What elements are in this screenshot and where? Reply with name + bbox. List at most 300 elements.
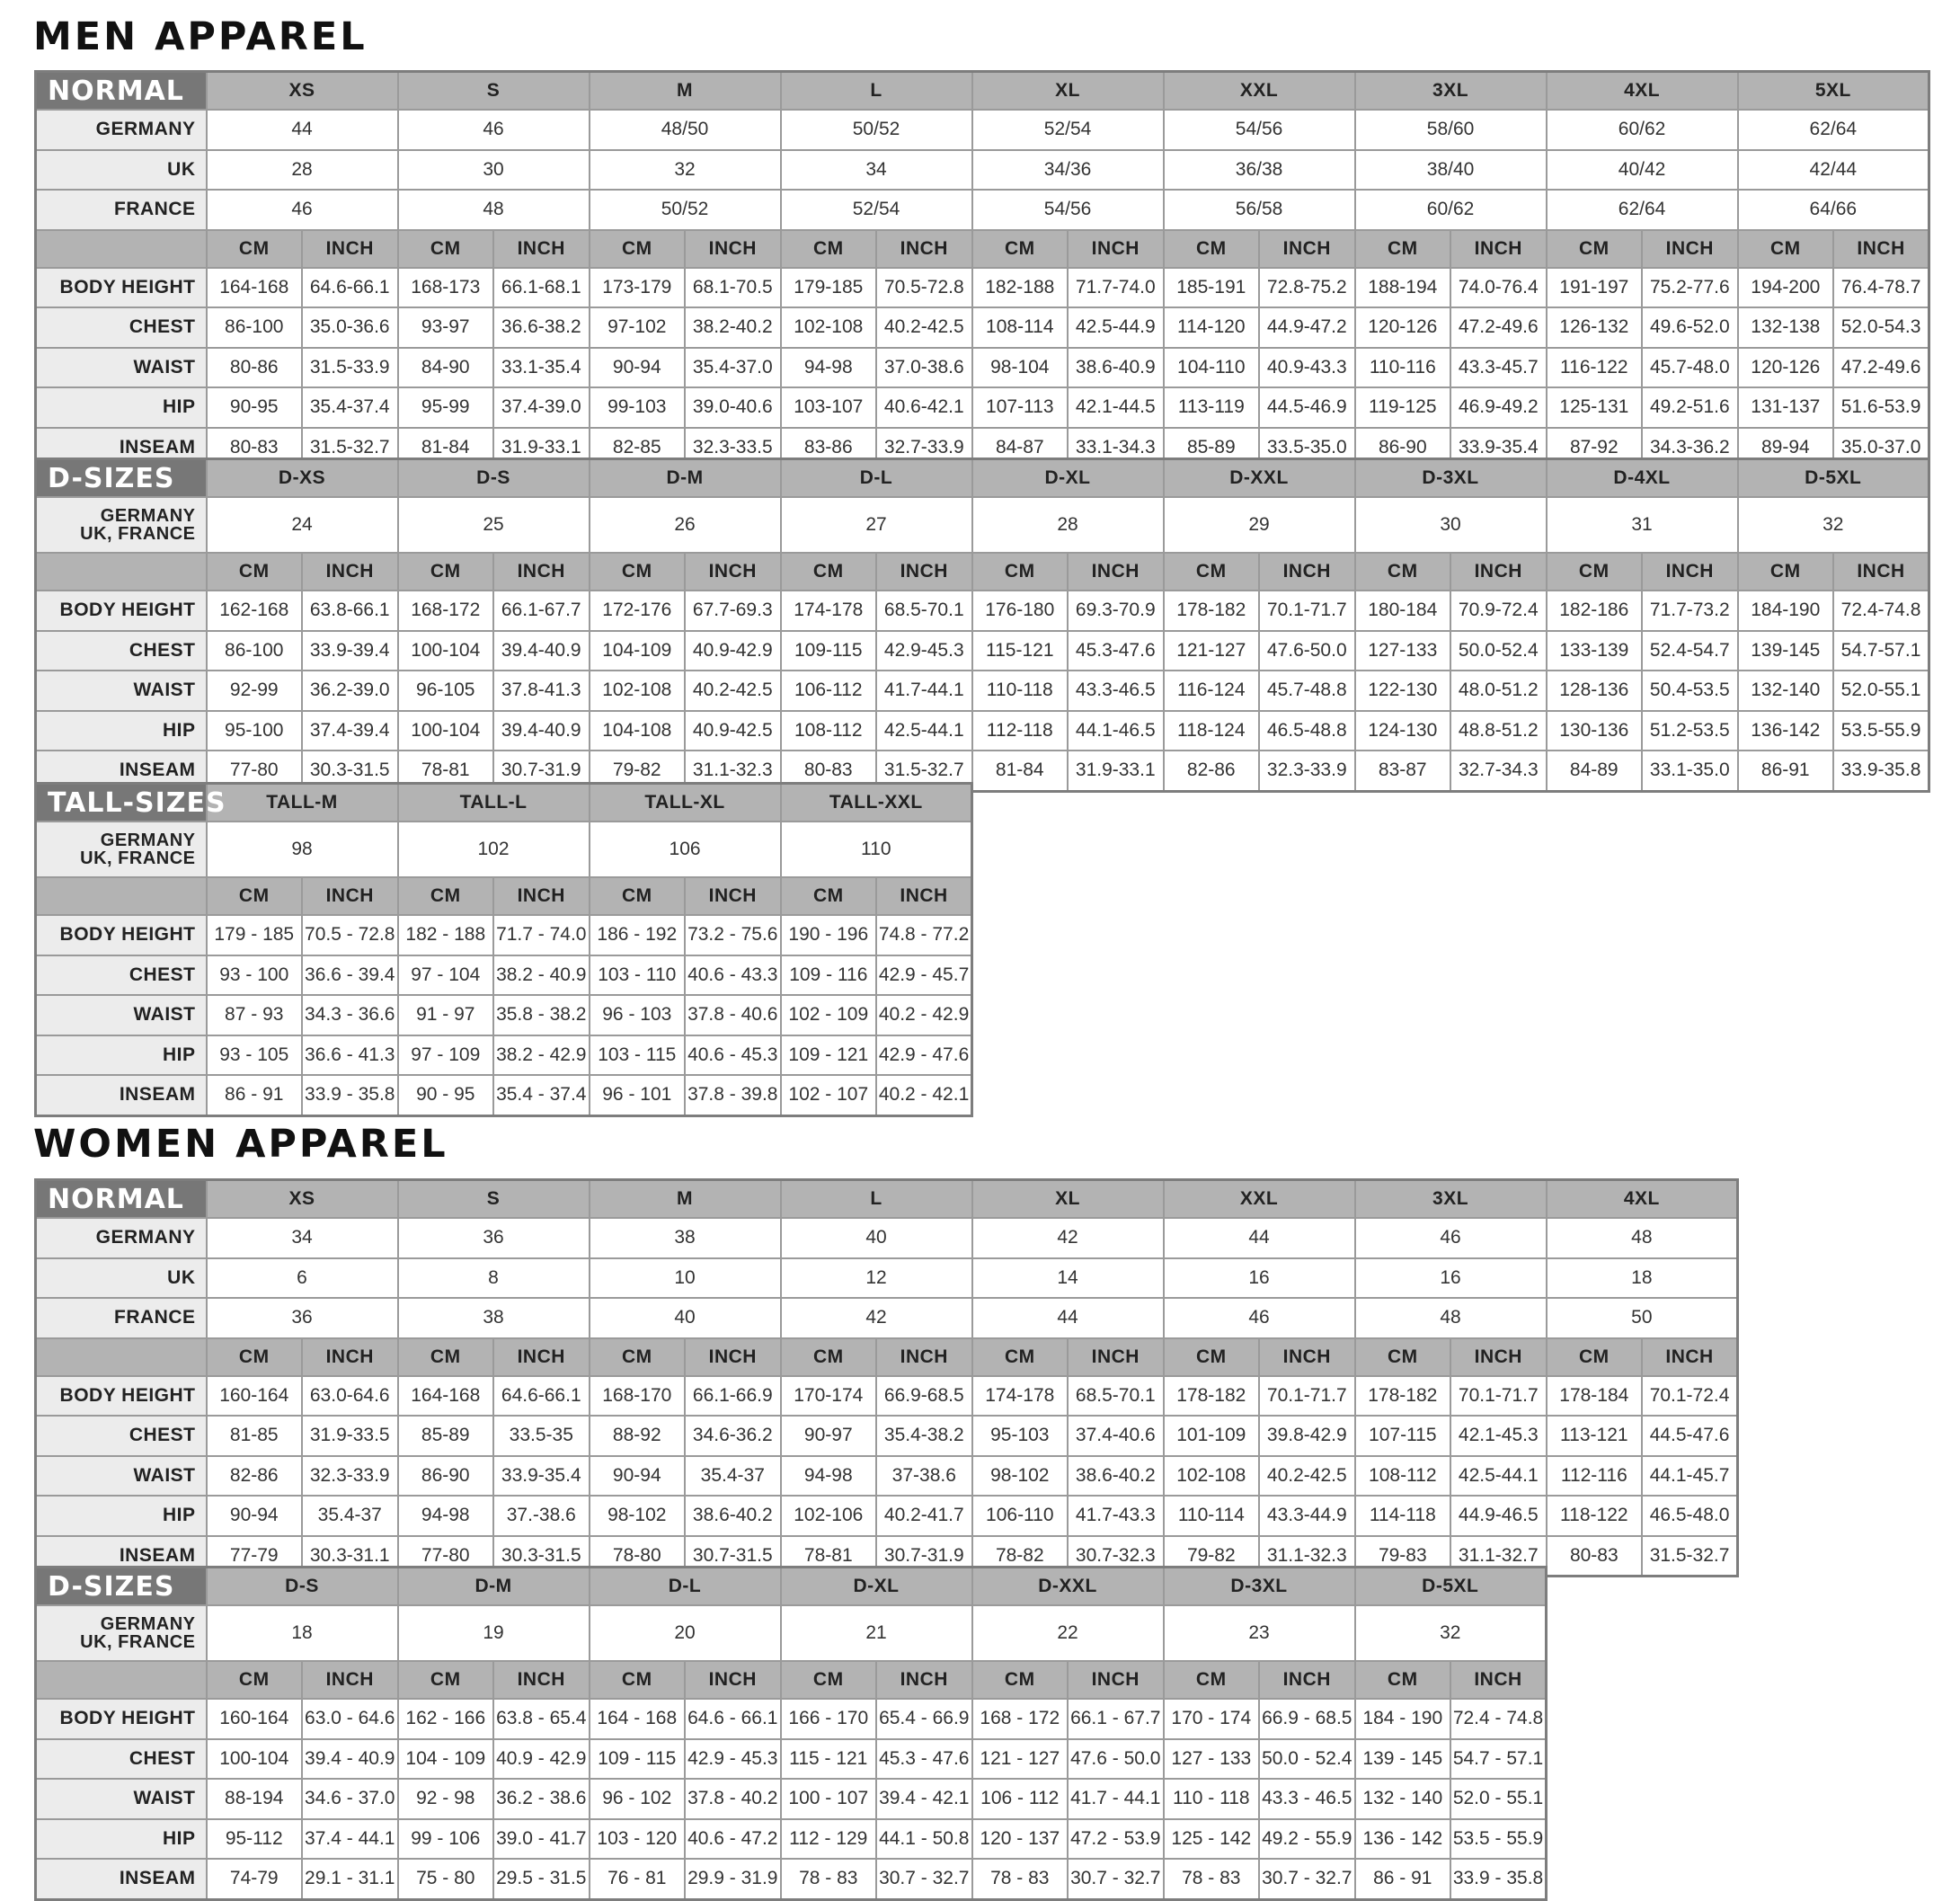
intl-size-value: 29 xyxy=(1164,497,1355,553)
intl-size-value: 44 xyxy=(1164,1218,1355,1258)
unit-inch-header: INCH xyxy=(493,1661,590,1699)
cm-value: 124-130 xyxy=(1355,711,1451,751)
intl-row-germany xyxy=(36,1218,1738,1258)
category-label: D-SIZES xyxy=(36,459,207,498)
unit-cm-header: CM xyxy=(1738,553,1834,591)
inch-value: 40.2-42.5 xyxy=(876,307,972,348)
unit-cm-header: CM xyxy=(972,553,1069,591)
row-label xyxy=(36,497,207,553)
cm-value: 170 - 174 xyxy=(1164,1699,1260,1739)
inch-value: 31.9-33.5 xyxy=(302,1416,398,1456)
cm-value: 186 - 192 xyxy=(590,915,686,955)
intl-size-value: 44 xyxy=(207,110,398,150)
inch-value: 52.0-55.1 xyxy=(1833,671,1929,711)
row-label: UK xyxy=(36,1258,207,1299)
size-header-d-xs: D-XS xyxy=(207,459,398,498)
size-header-s: S xyxy=(398,1180,590,1219)
inch-value: 47.2-49.6 xyxy=(1833,348,1929,388)
unit-cm-header: CM xyxy=(781,553,877,591)
inch-value: 66.9-68.5 xyxy=(876,1376,972,1417)
inch-value: 31.1-32.3 xyxy=(685,751,781,791)
cm-value: 115 - 121 xyxy=(781,1739,877,1780)
measure-row-body-height xyxy=(36,1699,1547,1739)
row-label: BODY HEIGHT xyxy=(36,1376,207,1417)
unit-cm-header: CM xyxy=(1355,553,1451,591)
inch-value: 71.7 - 74.0 xyxy=(493,915,590,955)
size-header-d-l: D-L xyxy=(590,1568,781,1606)
inch-value: 44.9-46.5 xyxy=(1450,1496,1547,1536)
inch-value: 74.0-76.4 xyxy=(1450,268,1547,308)
inch-value: 68.5-70.1 xyxy=(1068,1376,1164,1417)
unit-inch-header: INCH xyxy=(1642,553,1738,591)
unit-cm-header: CM xyxy=(207,553,303,591)
intl-size-value: 62/64 xyxy=(1547,190,1738,230)
cm-value: 110-114 xyxy=(1164,1496,1260,1536)
inch-value: 33.5-35 xyxy=(493,1416,590,1456)
cm-value: 182 - 188 xyxy=(398,915,494,955)
cm-value: 82-86 xyxy=(207,1456,303,1497)
intl-size-value: 110 xyxy=(781,822,972,877)
unit-inch-header: INCH xyxy=(1068,1338,1164,1376)
inch-value: 35.0-37.0 xyxy=(1833,428,1929,468)
inch-value: 37.8 - 40.6 xyxy=(685,995,781,1035)
cm-value: 102-108 xyxy=(781,307,877,348)
cm-value: 76 - 81 xyxy=(590,1859,686,1899)
inch-value: 35.4-37 xyxy=(302,1496,398,1536)
inch-value: 71.7-74.0 xyxy=(1068,268,1164,308)
unit-cm-header: CM xyxy=(972,230,1069,268)
cm-value: 168-173 xyxy=(398,268,494,308)
row-label: CHEST xyxy=(36,307,207,348)
unit-row-spacer xyxy=(36,553,207,591)
size-header-5xl: 5XL xyxy=(1738,72,1929,111)
row-label: WAIST xyxy=(36,1779,207,1819)
cm-value: 93-97 xyxy=(398,307,494,348)
inch-value: 70.1-72.4 xyxy=(1642,1376,1738,1417)
row-label-line: UK, FRANCE xyxy=(80,1632,196,1652)
inch-value: 35.4-38.2 xyxy=(876,1416,972,1456)
inch-value: 66.1 - 67.7 xyxy=(1068,1699,1164,1739)
row-label: HIP xyxy=(36,1035,207,1076)
inch-value: 37.8 - 39.8 xyxy=(685,1075,781,1115)
inch-value: 48.8-51.2 xyxy=(1450,711,1547,751)
unit-cm-header: CM xyxy=(781,1338,877,1376)
cm-value: 160-164 xyxy=(207,1699,303,1739)
intl-size-value: 60/62 xyxy=(1547,110,1738,150)
cm-value: 164 - 168 xyxy=(590,1699,686,1739)
intl-size-value: 34/36 xyxy=(972,150,1164,191)
unit-header-row xyxy=(36,553,1929,591)
unit-inch-header: INCH xyxy=(1450,230,1547,268)
row-label: WAIST xyxy=(36,1456,207,1497)
cm-value: 174-178 xyxy=(972,1376,1069,1417)
size-header-row xyxy=(36,1180,1738,1219)
cm-value: 160-164 xyxy=(207,1376,303,1417)
unit-inch-header: INCH xyxy=(1833,230,1929,268)
inch-value: 72.4 - 74.8 xyxy=(1450,1699,1547,1739)
intl-size-value: 40 xyxy=(590,1298,781,1338)
intl-size-value: 48 xyxy=(398,190,590,230)
cm-value: 96-105 xyxy=(398,671,494,711)
intl-size-value: 26 xyxy=(590,497,781,553)
inch-value: 31.5-32.7 xyxy=(876,751,972,791)
category-label: D-SIZES xyxy=(36,1568,207,1606)
cm-value: 78-81 xyxy=(398,751,494,791)
inch-value: 42.9 - 45.7 xyxy=(876,955,972,996)
size-header-d-m: D-M xyxy=(590,459,781,498)
unit-cm-header: CM xyxy=(1547,553,1643,591)
inch-value: 32.3-33.9 xyxy=(302,1456,398,1497)
cm-value: 77-80 xyxy=(207,751,303,791)
size-header-d-xl: D-XL xyxy=(781,1568,972,1606)
size-header-row xyxy=(36,72,1929,111)
women-normal-size-table xyxy=(34,1178,1739,1577)
inch-value: 29.5 - 31.5 xyxy=(493,1859,590,1899)
intl-size-value: 36 xyxy=(398,1218,590,1258)
cm-value: 114-120 xyxy=(1164,307,1260,348)
unit-cm-header: CM xyxy=(398,1661,494,1699)
unit-cm-header: CM xyxy=(398,553,494,591)
cm-value: 101-109 xyxy=(1164,1416,1260,1456)
unit-inch-header: INCH xyxy=(302,553,398,591)
cm-value: 102 - 107 xyxy=(781,1075,877,1115)
measure-row-inseam xyxy=(36,1859,1547,1899)
intl-size-value: 48 xyxy=(1547,1218,1738,1258)
unit-cm-header: CM xyxy=(590,1661,686,1699)
inch-value: 39.4-40.9 xyxy=(493,631,590,671)
inch-value: 33.9-39.4 xyxy=(302,631,398,671)
cm-value: 79-82 xyxy=(1164,1536,1260,1577)
cm-value: 178-182 xyxy=(1355,1376,1451,1417)
cm-value: 78-81 xyxy=(781,1536,877,1577)
cm-value: 92 - 98 xyxy=(398,1779,494,1819)
unit-inch-header: INCH xyxy=(1450,553,1547,591)
unit-inch-header: INCH xyxy=(1068,553,1164,591)
cm-value: 107-113 xyxy=(972,387,1069,428)
unit-inch-header: INCH xyxy=(1450,1338,1547,1376)
inch-value: 48.0-51.2 xyxy=(1450,671,1547,711)
intl-size-value: 38/40 xyxy=(1355,150,1547,191)
intl-size-value: 34 xyxy=(207,1218,398,1258)
measure-row-body-height xyxy=(36,268,1929,308)
unit-inch-header: INCH xyxy=(1259,1338,1355,1376)
inch-value: 70.1-71.7 xyxy=(1450,1376,1547,1417)
unit-cm-header: CM xyxy=(1164,1661,1260,1699)
inch-value: 44.1 - 50.8 xyxy=(876,1819,972,1860)
unit-inch-header: INCH xyxy=(1259,230,1355,268)
inch-value: 33.9-35.4 xyxy=(1450,428,1547,468)
cm-value: 166 - 170 xyxy=(781,1699,877,1739)
inch-value: 49.2-51.6 xyxy=(1642,387,1738,428)
cm-value: 85-89 xyxy=(398,1416,494,1456)
unit-inch-header: INCH xyxy=(876,1661,972,1699)
inch-value: 70.5-72.8 xyxy=(876,268,972,308)
inch-value: 30.3-31.1 xyxy=(302,1536,398,1577)
inch-value: 33.9-35.8 xyxy=(1833,751,1929,791)
cm-value: 109 - 115 xyxy=(590,1739,686,1780)
cm-value: 178-182 xyxy=(1164,1376,1260,1417)
size-header-xl: XL xyxy=(972,1180,1164,1219)
intl-size-value: 24 xyxy=(207,497,398,553)
unit-header-row xyxy=(36,1338,1738,1376)
inch-value: 38.6-40.2 xyxy=(685,1496,781,1536)
unit-inch-header: INCH xyxy=(876,230,972,268)
inch-value: 42.9 - 47.6 xyxy=(876,1035,972,1076)
measure-row-waist xyxy=(36,1456,1738,1497)
row-label xyxy=(36,1605,207,1661)
inch-value: 40.9 - 42.9 xyxy=(493,1739,590,1780)
inch-value: 68.5-70.1 xyxy=(876,591,972,631)
cm-value: 94-98 xyxy=(781,348,877,388)
cm-value: 81-84 xyxy=(398,428,494,468)
size-header-tall-l: TALL-L xyxy=(398,784,590,822)
size-header-xl: XL xyxy=(972,72,1164,111)
cm-value: 168 - 172 xyxy=(972,1699,1069,1739)
measure-row-body-height xyxy=(36,591,1929,631)
row-label: CHEST xyxy=(36,955,207,996)
inch-value: 39.0-40.6 xyxy=(685,387,781,428)
cm-value: 164-168 xyxy=(398,1376,494,1417)
inch-value: 43.3 - 46.5 xyxy=(1259,1779,1355,1819)
row-label: INSEAM xyxy=(36,1536,207,1577)
row-label: GERMANY xyxy=(36,110,207,150)
inch-value: 47.2 - 53.9 xyxy=(1068,1819,1164,1860)
size-header-row xyxy=(36,459,1929,498)
cm-value: 86-90 xyxy=(398,1456,494,1497)
cm-value: 110-116 xyxy=(1355,348,1451,388)
inch-value: 30.7-31.5 xyxy=(685,1536,781,1577)
row-label: INSEAM xyxy=(36,1075,207,1115)
cm-value: 108-114 xyxy=(972,307,1069,348)
cm-value: 97 - 104 xyxy=(398,955,494,996)
row-label: WAIST xyxy=(36,995,207,1035)
inch-value: 66.9 - 68.5 xyxy=(1259,1699,1355,1739)
size-header-l: L xyxy=(781,72,972,111)
unit-cm-header: CM xyxy=(1164,553,1260,591)
cm-value: 86-91 xyxy=(1738,751,1834,791)
intl-size-value: 21 xyxy=(781,1605,972,1661)
inch-value: 40.2-42.5 xyxy=(685,671,781,711)
cm-value: 90-94 xyxy=(590,1456,686,1497)
cm-value: 112-118 xyxy=(972,711,1069,751)
unit-cm-header: CM xyxy=(781,230,877,268)
inch-value: 40.2-42.5 xyxy=(1259,1456,1355,1497)
inch-value: 38.6-40.2 xyxy=(1068,1456,1164,1497)
unit-cm-header: CM xyxy=(590,877,686,915)
intl-size-value: 52/54 xyxy=(781,190,972,230)
inch-value: 35.4-37.4 xyxy=(302,387,398,428)
inch-value: 49.2 - 55.9 xyxy=(1259,1819,1355,1860)
cm-value: 118-124 xyxy=(1164,711,1260,751)
intl-size-value: 20 xyxy=(590,1605,781,1661)
intl-size-value: 40 xyxy=(781,1218,972,1258)
inch-value: 37.4 - 44.1 xyxy=(302,1819,398,1860)
cm-value: 106-110 xyxy=(972,1496,1069,1536)
inch-value: 32.7-34.3 xyxy=(1450,751,1547,791)
cm-value: 85-89 xyxy=(1164,428,1260,468)
intl-size-value: 98 xyxy=(207,822,398,877)
inch-value: 38.2 - 42.9 xyxy=(493,1035,590,1076)
inch-value: 52.4-54.7 xyxy=(1642,631,1738,671)
cm-value: 112 - 129 xyxy=(781,1819,877,1860)
intl-size-value: 50 xyxy=(1547,1298,1738,1338)
women-apparel-title: WOMEN APPAREL xyxy=(33,1122,448,1167)
intl-size-value: 60/62 xyxy=(1355,190,1547,230)
inch-value: 70.9-72.4 xyxy=(1450,591,1547,631)
inch-value: 33.1-35.4 xyxy=(493,348,590,388)
cm-value: 110-118 xyxy=(972,671,1069,711)
inch-value: 42.5-44.1 xyxy=(1450,1456,1547,1497)
size-header-d-3xl: D-3XL xyxy=(1164,1568,1355,1606)
inch-value: 40.6 - 43.3 xyxy=(685,955,781,996)
inch-value: 43.3-46.5 xyxy=(1068,671,1164,711)
cm-value: 90-97 xyxy=(781,1416,877,1456)
cm-value: 118-122 xyxy=(1547,1496,1643,1536)
inch-value: 64.6 - 66.1 xyxy=(685,1699,781,1739)
cm-value: 104-110 xyxy=(1164,348,1260,388)
inch-value: 74.8 - 77.2 xyxy=(876,915,972,955)
intl-size-value: 38 xyxy=(398,1298,590,1338)
size-header-d-xxl: D-XXL xyxy=(1164,459,1355,498)
unit-inch-header: INCH xyxy=(685,230,781,268)
cm-value: 102-108 xyxy=(590,671,686,711)
inch-value: 40.6-42.1 xyxy=(876,387,972,428)
intl-row-uk xyxy=(36,150,1929,191)
intl-size-value: 36 xyxy=(207,1298,398,1338)
intl-size-value: 27 xyxy=(781,497,972,553)
inch-value: 54.7 - 57.1 xyxy=(1450,1739,1547,1780)
cm-value: 115-121 xyxy=(972,631,1069,671)
unit-cm-header: CM xyxy=(1738,230,1834,268)
inch-value: 38.6-40.9 xyxy=(1068,348,1164,388)
row-label: BODY HEIGHT xyxy=(36,1699,207,1739)
intl-size-value: 48 xyxy=(1355,1298,1547,1338)
cm-value: 80-83 xyxy=(1547,1536,1643,1577)
unit-row-spacer xyxy=(36,230,207,268)
intl-row-france xyxy=(36,1298,1738,1338)
cm-value: 136-142 xyxy=(1738,711,1834,751)
size-header-d-xl: D-XL xyxy=(972,459,1164,498)
inch-value: 36.6 - 39.4 xyxy=(302,955,398,996)
inch-value: 66.1-68.1 xyxy=(493,268,590,308)
cm-value: 100 - 107 xyxy=(781,1779,877,1819)
size-header-row xyxy=(36,1568,1547,1606)
inch-value: 75.2-77.6 xyxy=(1642,268,1738,308)
unit-header-row xyxy=(36,1661,1547,1699)
men-tall-sizes-table xyxy=(34,782,973,1117)
size-header-4xl: 4XL xyxy=(1547,72,1738,111)
inch-value: 42.1-44.5 xyxy=(1068,387,1164,428)
unit-cm-header: CM xyxy=(1547,1338,1643,1376)
inch-value: 32.3-33.5 xyxy=(685,428,781,468)
cm-value: 131-137 xyxy=(1738,387,1834,428)
row-label: BODY HEIGHT xyxy=(36,915,207,955)
category-label: TALL-SIZES xyxy=(36,784,207,822)
cm-value: 80-86 xyxy=(207,348,303,388)
row-label: UK xyxy=(36,150,207,191)
row-label: HIP xyxy=(36,1496,207,1536)
row-label: WAIST xyxy=(36,671,207,711)
intl-size-value: 64/66 xyxy=(1738,190,1929,230)
row-label-line: GERMANY xyxy=(100,506,196,526)
measure-row-chest xyxy=(36,1739,1547,1780)
cm-value: 178-182 xyxy=(1164,591,1260,631)
cm-value: 108-112 xyxy=(1355,1456,1451,1497)
measure-row-waist xyxy=(36,995,972,1035)
cm-value: 96 - 102 xyxy=(590,1779,686,1819)
cm-value: 109 - 116 xyxy=(781,955,877,996)
cm-value: 168-172 xyxy=(398,591,494,631)
intl-size-value: 30 xyxy=(398,150,590,191)
cm-value: 88-92 xyxy=(590,1416,686,1456)
cm-value: 74-79 xyxy=(207,1859,303,1899)
cm-value: 182-186 xyxy=(1547,591,1643,631)
cm-value: 86-100 xyxy=(207,631,303,671)
inch-value: 43.3-45.7 xyxy=(1450,348,1547,388)
size-header-m: M xyxy=(590,72,781,111)
cm-value: 77-79 xyxy=(207,1536,303,1577)
inch-value: 37.8-41.3 xyxy=(493,671,590,711)
row-label: INSEAM xyxy=(36,428,207,468)
inch-value: 35.0-36.6 xyxy=(302,307,398,348)
row-label-line: GERMANY xyxy=(100,1614,196,1634)
size-header-4xl: 4XL xyxy=(1547,1180,1738,1219)
inch-value: 34.3-36.2 xyxy=(1642,428,1738,468)
cm-value: 98-104 xyxy=(972,348,1069,388)
unit-cm-header: CM xyxy=(781,877,877,915)
row-label-line: UK, FRANCE xyxy=(80,848,196,868)
intl-size-value: 62/64 xyxy=(1738,110,1929,150)
inch-value: 41.7-44.1 xyxy=(876,671,972,711)
category-label: NORMAL xyxy=(36,1180,207,1219)
intl-row-france xyxy=(36,190,1929,230)
size-header-l: L xyxy=(781,1180,972,1219)
size-header-d-s: D-S xyxy=(207,1568,398,1606)
inch-value: 70.1-71.7 xyxy=(1259,1376,1355,1417)
inch-value: 35.8 - 38.2 xyxy=(493,995,590,1035)
inch-value: 37-38.6 xyxy=(876,1456,972,1497)
intl-size-value: 14 xyxy=(972,1258,1164,1299)
cm-value: 81-85 xyxy=(207,1416,303,1456)
measure-row-inseam xyxy=(36,1075,972,1115)
cm-value: 78 - 83 xyxy=(972,1859,1069,1899)
intl-size-value: 54/56 xyxy=(1164,110,1355,150)
cm-value: 97-102 xyxy=(590,307,686,348)
intl-size-value: 48/50 xyxy=(590,110,781,150)
cm-value: 104 - 109 xyxy=(398,1739,494,1780)
inch-value: 31.5-32.7 xyxy=(1642,1536,1738,1577)
inch-value: 30.3-31.5 xyxy=(493,1536,590,1577)
cm-value: 87-92 xyxy=(1547,428,1643,468)
inch-value: 45.3-47.6 xyxy=(1068,631,1164,671)
cm-value: 180-184 xyxy=(1355,591,1451,631)
inch-value: 37.8 - 40.2 xyxy=(685,1779,781,1819)
inch-value: 37.0-38.6 xyxy=(876,348,972,388)
intl-row-germany-uk-france xyxy=(36,822,972,877)
size-header-d-5xl: D-5XL xyxy=(1355,1568,1547,1606)
inch-value: 37.-38.6 xyxy=(493,1496,590,1536)
cm-value: 99-103 xyxy=(590,387,686,428)
inch-value: 65.4 - 66.9 xyxy=(876,1699,972,1739)
cm-value: 116-124 xyxy=(1164,671,1260,711)
inch-value: 41.7-43.3 xyxy=(1068,1496,1164,1536)
cm-value: 78 - 83 xyxy=(781,1859,877,1899)
cm-value: 98-102 xyxy=(590,1496,686,1536)
inch-value: 29.1 - 31.1 xyxy=(302,1859,398,1899)
unit-cm-header: CM xyxy=(207,1338,303,1376)
cm-value: 78-82 xyxy=(972,1536,1069,1577)
cm-value: 84-89 xyxy=(1547,751,1643,791)
